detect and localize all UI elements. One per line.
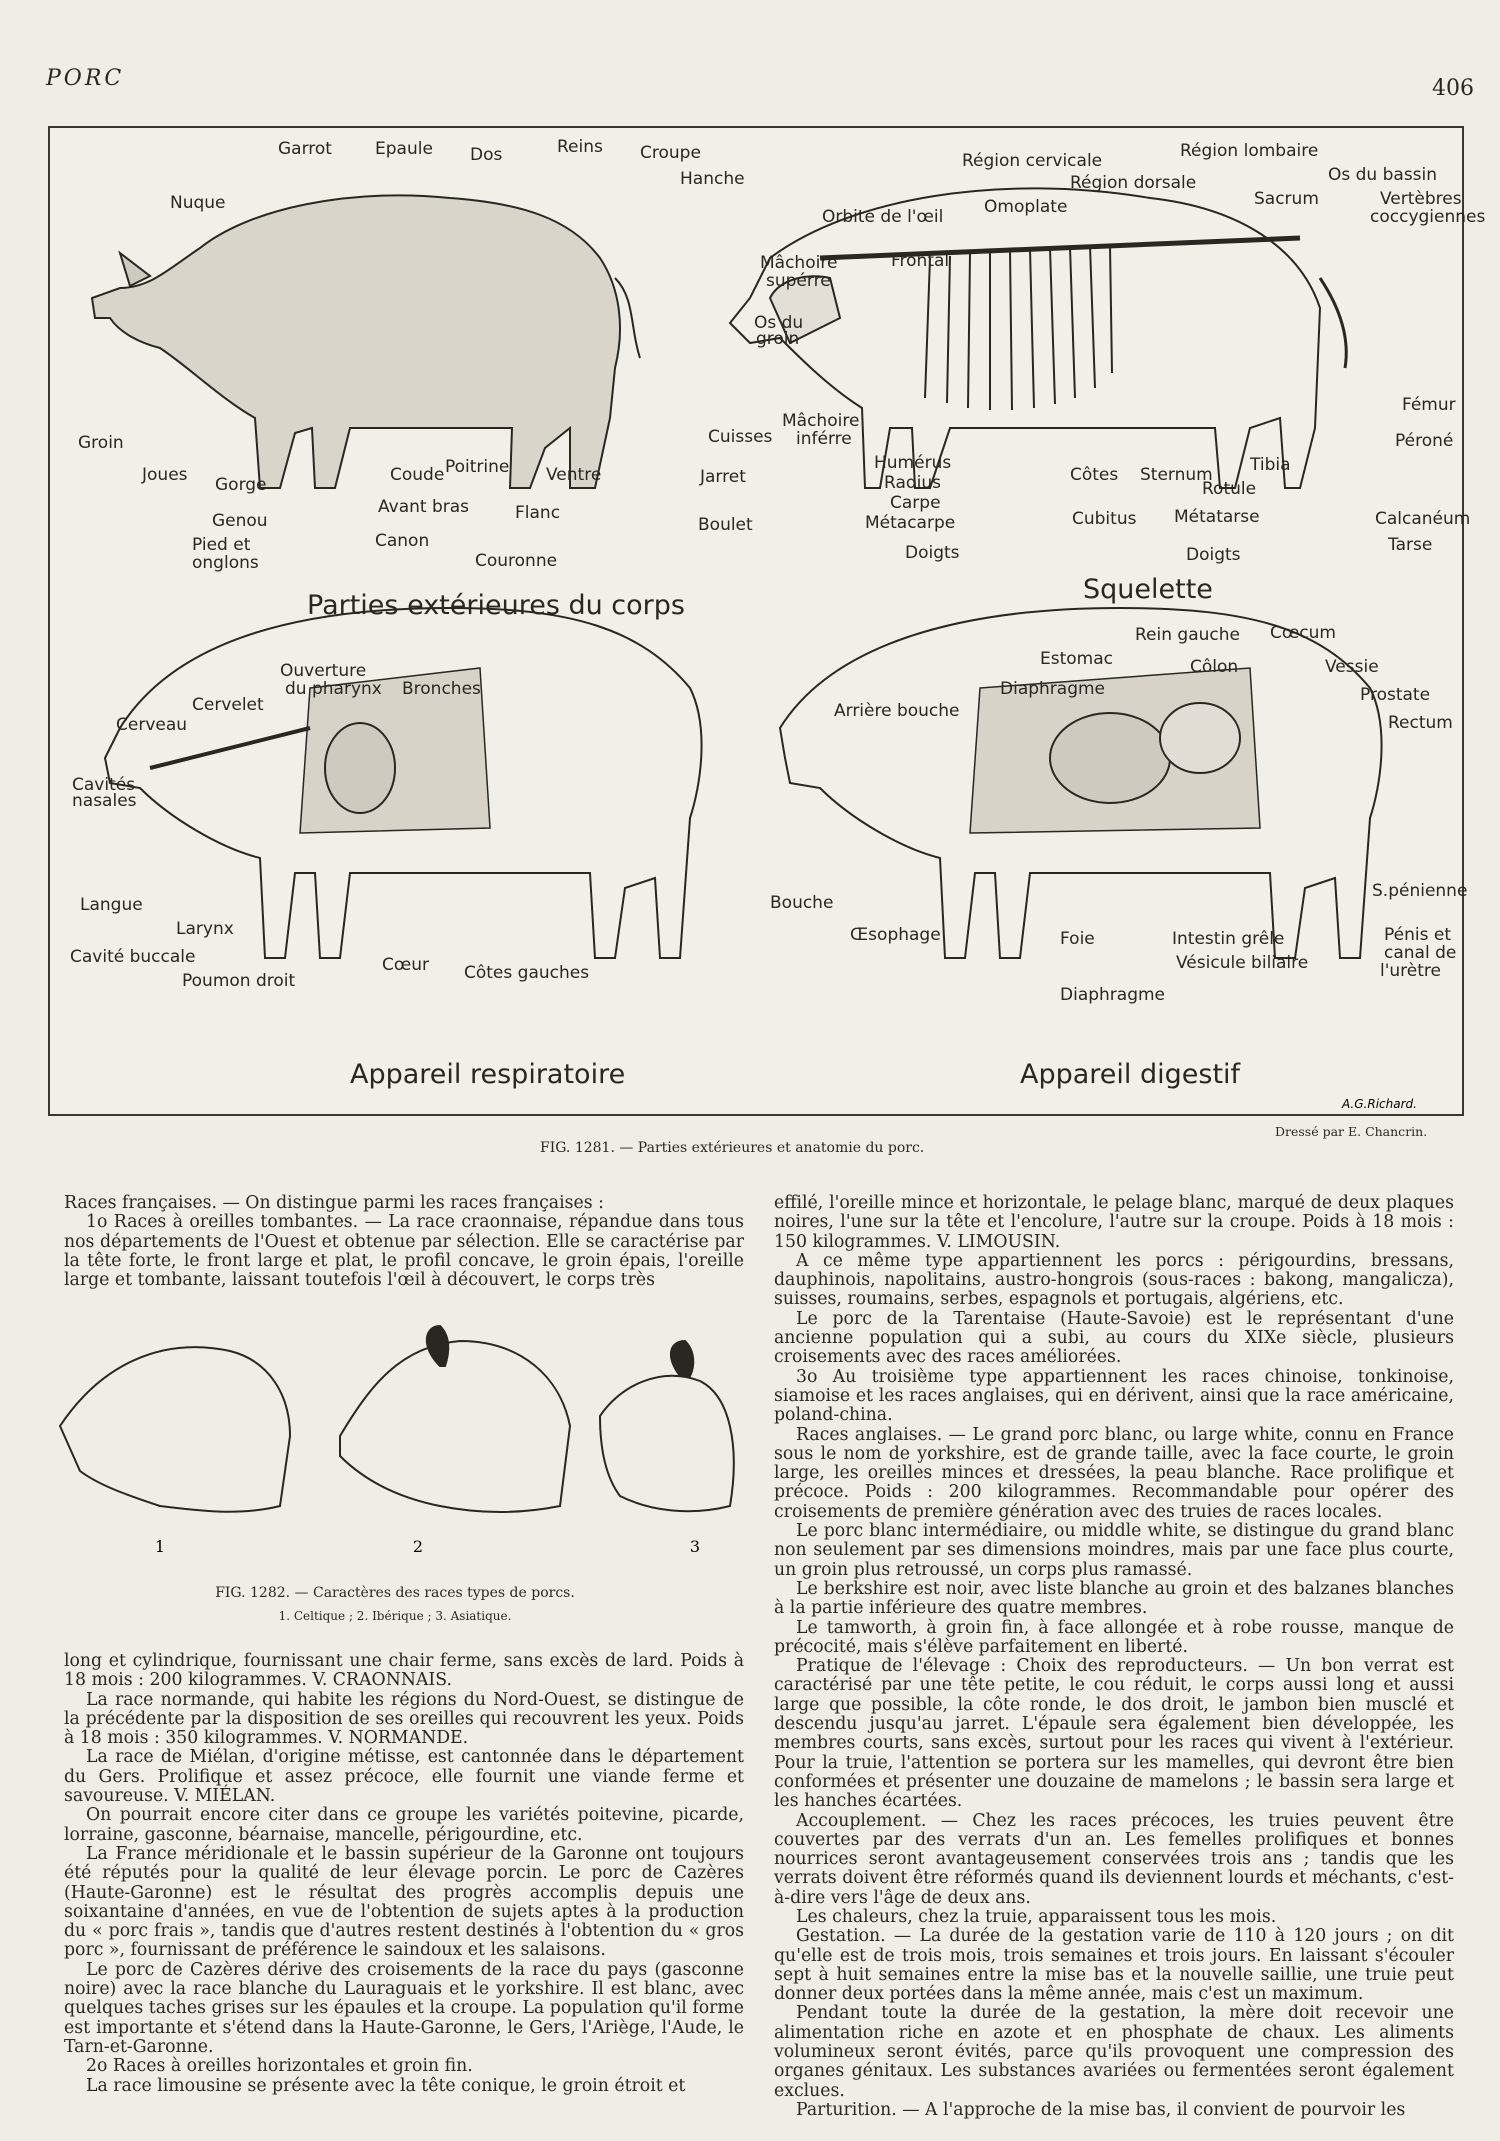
label-coecum: Cœcum xyxy=(1270,623,1336,643)
paragraph: Le porc blanc intermédiaire, ou middle white, se distingue du grand blanc non seulement par ses dimensions moindres, mais par une face plus courte, un groin plus retroussé, un corps plus ramassé. xyxy=(774,1521,1454,1580)
label-jarret: Jarret xyxy=(700,467,746,487)
label-metacarpe: Métacarpe xyxy=(865,513,956,533)
label-flanc: Flanc xyxy=(515,503,561,523)
label-doigts-avant: Doigts xyxy=(905,543,960,563)
label-frontal: Frontal xyxy=(891,251,950,271)
label-prostate: Prostate xyxy=(1360,685,1431,705)
label-larynx: Larynx xyxy=(176,919,234,939)
label-rein-gauche: Rein gauche xyxy=(1135,625,1240,645)
paragraph: Pendant toute la durée de la gestation, la mère doit recevoir une alimentation riche en azote et en phosphate de chaux. Les aliments volumineux seront évités, parce qu'ils provoquent une compression des organes génitaux. Les substances avariées ou fermentées seront également exclues. xyxy=(774,2003,1454,2101)
head-types-drawing xyxy=(40,1306,750,1566)
label-dos: Dos xyxy=(470,145,503,165)
label-carpe: Carpe xyxy=(890,493,941,513)
label-couronne: Couronne xyxy=(475,551,558,571)
label-avant-bras: Avant bras xyxy=(378,497,470,517)
label-humerus: Humérus xyxy=(874,453,952,473)
paragraph: Le berkshire est noir, avec liste blanche au groin et des balzanes blanches à la partie inférieure des quatre membres. xyxy=(774,1578,1454,1619)
respiratory-illustration xyxy=(105,608,702,958)
figure-1282-legend: 1. Celtique ; 2. Ibérique ; 3. Asiatique. xyxy=(278,1609,512,1623)
paragraph: La race de Miélan, d'origine métisse, est cantonnée dans le département du Gers. Prolifique et assez précoce, elle fournit une viande ferme et savoureuse. V. MIÉLAN. xyxy=(64,1747,744,1807)
page-title: PORC xyxy=(46,66,125,91)
label-epaule: Epaule xyxy=(375,139,433,159)
label-vertebres: Vertèbres xyxy=(1380,189,1462,209)
label-radius: Radius xyxy=(884,473,942,493)
label-os-du-bassin: Os du bassin xyxy=(1328,165,1438,185)
label-bouche: Bouche xyxy=(770,893,834,913)
label-langue: Langue xyxy=(80,895,143,915)
label-sacrum: Sacrum xyxy=(1254,189,1319,209)
label-os-du: Os du xyxy=(754,313,804,333)
head-type-number-2: 2 xyxy=(412,1537,424,1556)
paragraph: Le porc de la Tarentaise (Haute-Savoie) est le représentant d'une ancienne population qui a subi, au cours du XIXe siècle, plusieurs croisements avec des races améliorées. xyxy=(774,1308,1454,1368)
label-metatarse: Métatarse xyxy=(1174,507,1260,527)
label-machoire-inf: Mâchoire xyxy=(782,411,860,431)
label-omoplate: Omoplate xyxy=(984,197,1068,217)
paragraph: Races anglaises. — Le grand porc blanc, ou large white, connu en France sous le nom de yorkshire, est de grande taille, avec la face courte, le groin large, les oreilles minces et dressées, la peau blanche. Race prolifique et précoce. Poids : 200 kilogrammes. Recommandable pour opérer des croisements de première génération avec des truies de races locales. xyxy=(774,1424,1454,1522)
figure-1282 xyxy=(40,1306,750,1623)
paragraph: A ce même type appartiennent les porcs : périgourdins, bressans, dauphinois, napolitains, austro-hongrois (sous-races : bakong, mangalicza), suisses, roumains, serbes, espagnols et portugais, algériens, etc. xyxy=(774,1250,1454,1310)
label-coccygiennes: coccygiennes xyxy=(1370,207,1486,227)
label-poitrine: Poitrine xyxy=(445,457,510,477)
paragraph: Le tamworth, à groin fin, à face allongée et à robe rousse, manque de précocité, mais s'élève parfaitement en liberté. xyxy=(774,1617,1454,1657)
label-pied: Pied et xyxy=(192,535,251,555)
label-canon: Canon xyxy=(375,531,430,551)
paragraph: effilé, l'oreille mince et horizontale, le pelage blanc, marqué de deux plaques noires, l'une sur la tête et l'encolure, l'autre sur la croupe. Poids à 18 mois : 150 kilogrammes. V. LIMOUSIN. xyxy=(774,1193,1454,1252)
label-ouverture: Ouverture xyxy=(280,661,367,681)
label-coude: Coude xyxy=(390,465,445,485)
label-intestin-grele: Intestin grêle xyxy=(1172,929,1285,949)
figure-1281-caption: FIG. 1281. — Parties extérieures et anatomie du porc. xyxy=(540,1140,925,1156)
label-sternum: Sternum xyxy=(1140,465,1213,485)
label-perone: Péroné xyxy=(1395,431,1454,451)
title-skeleton: Squelette xyxy=(1083,574,1213,605)
anatomy-plate xyxy=(48,126,1486,1116)
label-colon: Côlon xyxy=(1190,657,1239,677)
title-digestive: Appareil digestif xyxy=(1020,1059,1241,1090)
skeleton-labels xyxy=(754,141,1485,565)
paragraph: Races françaises. — On distingue parmi les races françaises : xyxy=(64,1193,604,1213)
label-rectum: Rectum xyxy=(1388,713,1453,733)
label-cotes: Côtes xyxy=(1070,465,1119,485)
label-doigts-arriere: Doigts xyxy=(1186,545,1241,565)
label-groin-os: groin xyxy=(756,329,800,349)
label-garrot: Garrot xyxy=(278,139,332,159)
label-region-cervicale: Région cervicale xyxy=(962,151,1103,171)
label-reins: Reins xyxy=(557,137,603,157)
label-vessie: Vessie xyxy=(1325,657,1379,677)
title-exterior: Parties extérieures du corps xyxy=(307,590,685,621)
head-type-number-1: 1 xyxy=(154,1537,166,1556)
exterior-pig-illustration xyxy=(92,195,640,488)
label-region-dorsale: Région dorsale xyxy=(1070,173,1197,193)
label-du-pharynx: du pharynx xyxy=(285,679,382,699)
label-nasales: nasales xyxy=(72,791,137,811)
label-vesicule: Vésicule biliaire xyxy=(1176,953,1309,973)
label-onglons: onglons xyxy=(192,553,259,573)
plate-drawing xyxy=(50,128,1486,1114)
label-estomac: Estomac xyxy=(1040,649,1113,669)
label-diaphragme-top: Diaphragme xyxy=(1000,679,1106,699)
label-cavite-buccale: Cavité buccale xyxy=(70,947,196,967)
label-croupe: Croupe xyxy=(640,143,701,163)
label-nuque: Nuque xyxy=(170,193,226,213)
label-genou: Genou xyxy=(212,511,268,531)
paragraph: La race normande, qui habite les régions du Nord-Ouest, se distingue de la précédente par la disposition de ses oreilles qui recouvrent les yeux. Poids à 18 mois : 350 kilogrammes. V. NORMANDE. xyxy=(64,1689,744,1749)
label-foie: Foie xyxy=(1060,929,1095,949)
paragraph: Parturition. — A l'approche de la mise bas, il convient de pourvoir les xyxy=(796,2099,1406,2120)
label-cervelet: Cervelet xyxy=(192,695,264,715)
title-respiratory: Appareil respiratoire xyxy=(350,1059,626,1090)
right-column xyxy=(774,1194,1454,2120)
label-s-penienne: S.pénienne xyxy=(1372,881,1468,901)
label-arriere-bouche: Arrière bouche xyxy=(834,701,960,721)
label-hanche: Hanche xyxy=(680,169,745,189)
label-tarse: Tarse xyxy=(1388,535,1433,555)
page-number: 406 xyxy=(1432,76,1474,101)
label-uretre: l'urètre xyxy=(1380,961,1441,981)
label-cotes-gauches: Côtes gauches xyxy=(464,963,590,983)
label-femur: Fémur xyxy=(1402,395,1456,415)
label-joues: Joues xyxy=(142,465,188,485)
paragraph: La race limousine se présente avec la tête conique, le groin étroit et xyxy=(86,2075,686,2096)
figure-credit: Dressé par E. Chancrin. xyxy=(1275,1124,1428,1139)
paragraph: Les chaleurs, chez la truie, apparaissent tous les mois. xyxy=(796,1906,1277,1927)
label-oesophage: Œsophage xyxy=(850,925,941,945)
label-poumon-droit: Poumon droit xyxy=(182,971,296,991)
label-canal-de: canal de xyxy=(1384,943,1457,963)
label-cerveau: Cerveau xyxy=(116,715,188,735)
label-region-lombaire: Région lombaire xyxy=(1180,141,1319,161)
paragraph: Pratique de l'élevage : Choix des reproducteurs. — Un bon verrat est caractérisé par une tête petite, le cou réduit, le corps aussi long et aussi large que possible, la côte ronde, le dos droit, le jambon bien musclé et descendu jusqu'au jarret. L'épaule sera également bien développée, les membres courts, sans excès, surtout pour les races qui vivent à l'extérieur. Pour la truie, l'attention se portera sur les mamelles, qui devront être bien conformées et présenter une douzaine de mamelons ; le bassin sera large et les hanches écartées. xyxy=(774,1656,1454,1812)
paragraph: La France méridionale et le bassin supérieur de la Garonne ont toujours été réputés pour la qualité de leur élevage porcin. Le porc de Cazères (Haute-Garonne) est le résultat des progrès accomplis depuis une soixantaine d'années, en vue de l'obtention de sujets aptes à la production du « porc frais », tandis que d'autres restent destinés à l'obtention du « gros porc », fournissant de préférence le saindoux et les salaisons. xyxy=(64,1843,744,1961)
label-boulet: Boulet xyxy=(698,515,753,535)
label-ventre: Ventre xyxy=(546,465,602,485)
label-machoire-sup: Mâchoire xyxy=(760,253,838,273)
figure-1282-caption: FIG. 1282. — Caractères des races types de porcs. xyxy=(215,1585,575,1601)
label-tibia: Tibia xyxy=(1250,455,1291,475)
label-cuisses: Cuisses xyxy=(708,427,773,447)
paragraph: On pourrait encore citer dans ce groupe les variétés poitevine, picarde, lorraine, gasconne, béarnaise, mancelle, périgourdine, etc. xyxy=(64,1805,744,1845)
head-type-number-3: 3 xyxy=(689,1537,701,1556)
paragraph: Le porc de Cazères dérive des croisements de la race du pays (gasconne noire) avec la race blanche du Lauraguais et le yorkshire. Il est blanc, avec quelques taches grises sur les épaules et la croupe. La population qu'il forme est importante et s'étend dans la Haute-Garonne, le Gers, l'Ariège, l'Aude, le Tarn-et-Garonne. xyxy=(64,1959,744,2057)
paragraph: 3o Au troisième type appartiennent les races chinoise, tonkinoise, siamoise et les races anglaises, qui en dérivent, ainsi que la race américaine, poland-china. xyxy=(774,1366,1454,1426)
label-calcaneum: Calcanéum xyxy=(1375,509,1471,529)
left-column-bottom xyxy=(64,1652,744,2096)
paragraph: 2o Races à oreilles horizontales et groin fin. xyxy=(86,2056,473,2077)
label-coeur: Cœur xyxy=(382,955,430,975)
label-diaphragme-bottom: Diaphragme xyxy=(1060,985,1166,1005)
label-bronches: Bronches xyxy=(402,679,481,699)
label-cavites: Cavités xyxy=(72,775,136,795)
label-cubitus: Cubitus xyxy=(1072,509,1137,529)
label-superre: supérre xyxy=(766,271,831,291)
paragraph: Accouplement. — Chez les races précoces, les truies peuvent être couvertes par des verrats d'un an. Les femelles prolifiques et bonnes nourrices seront avantageusement conservées trois ans ; tandis que les verrats doivent être réformés quand ils deviennent lourds et méchants, c'est-à-dire vers l'âge de deux ans. xyxy=(774,1810,1454,1908)
paragraph: Gestation. — La durée de la gestation varie de 110 à 120 jours ; on dit qu'elle est de trois mois, trois semaines et trois jours. En laissant s'écouler sept à huit semaines entre la mise bas et la nouvelle saillie, une truie peut donner deux portées dans la même année, mais c'est un maximum. xyxy=(774,1926,1454,2005)
artist-signature: A.G.Richard. xyxy=(1342,1097,1417,1111)
label-rotule: Rotule xyxy=(1202,479,1257,499)
label-gorge: Gorge xyxy=(215,475,267,495)
left-column-top xyxy=(64,1194,744,1290)
label-groin: Groin xyxy=(78,433,124,453)
paragraph: 1o Races à oreilles tombantes. — La race craonnaise, répandue dans tous nos départements de l'Ouest et obtenue par sélection. Elle se caractérise par la tête forte, le front large et plat, le profil concave, le groin épais, l'oreille large et tombante, laissant toutefois l'œil à découvert, le corps très xyxy=(64,1212,744,1291)
label-orbite: Orbite de l'œil xyxy=(822,207,944,227)
label-penis: Pénis et xyxy=(1384,925,1451,945)
paragraph: long et cylindrique, fournissant une chair ferme, sans excès de lard. Poids à 18 mois : 200 kilogrammes. V. CRAONNAIS. xyxy=(64,1651,744,1691)
label-inferre: inférre xyxy=(796,429,852,449)
